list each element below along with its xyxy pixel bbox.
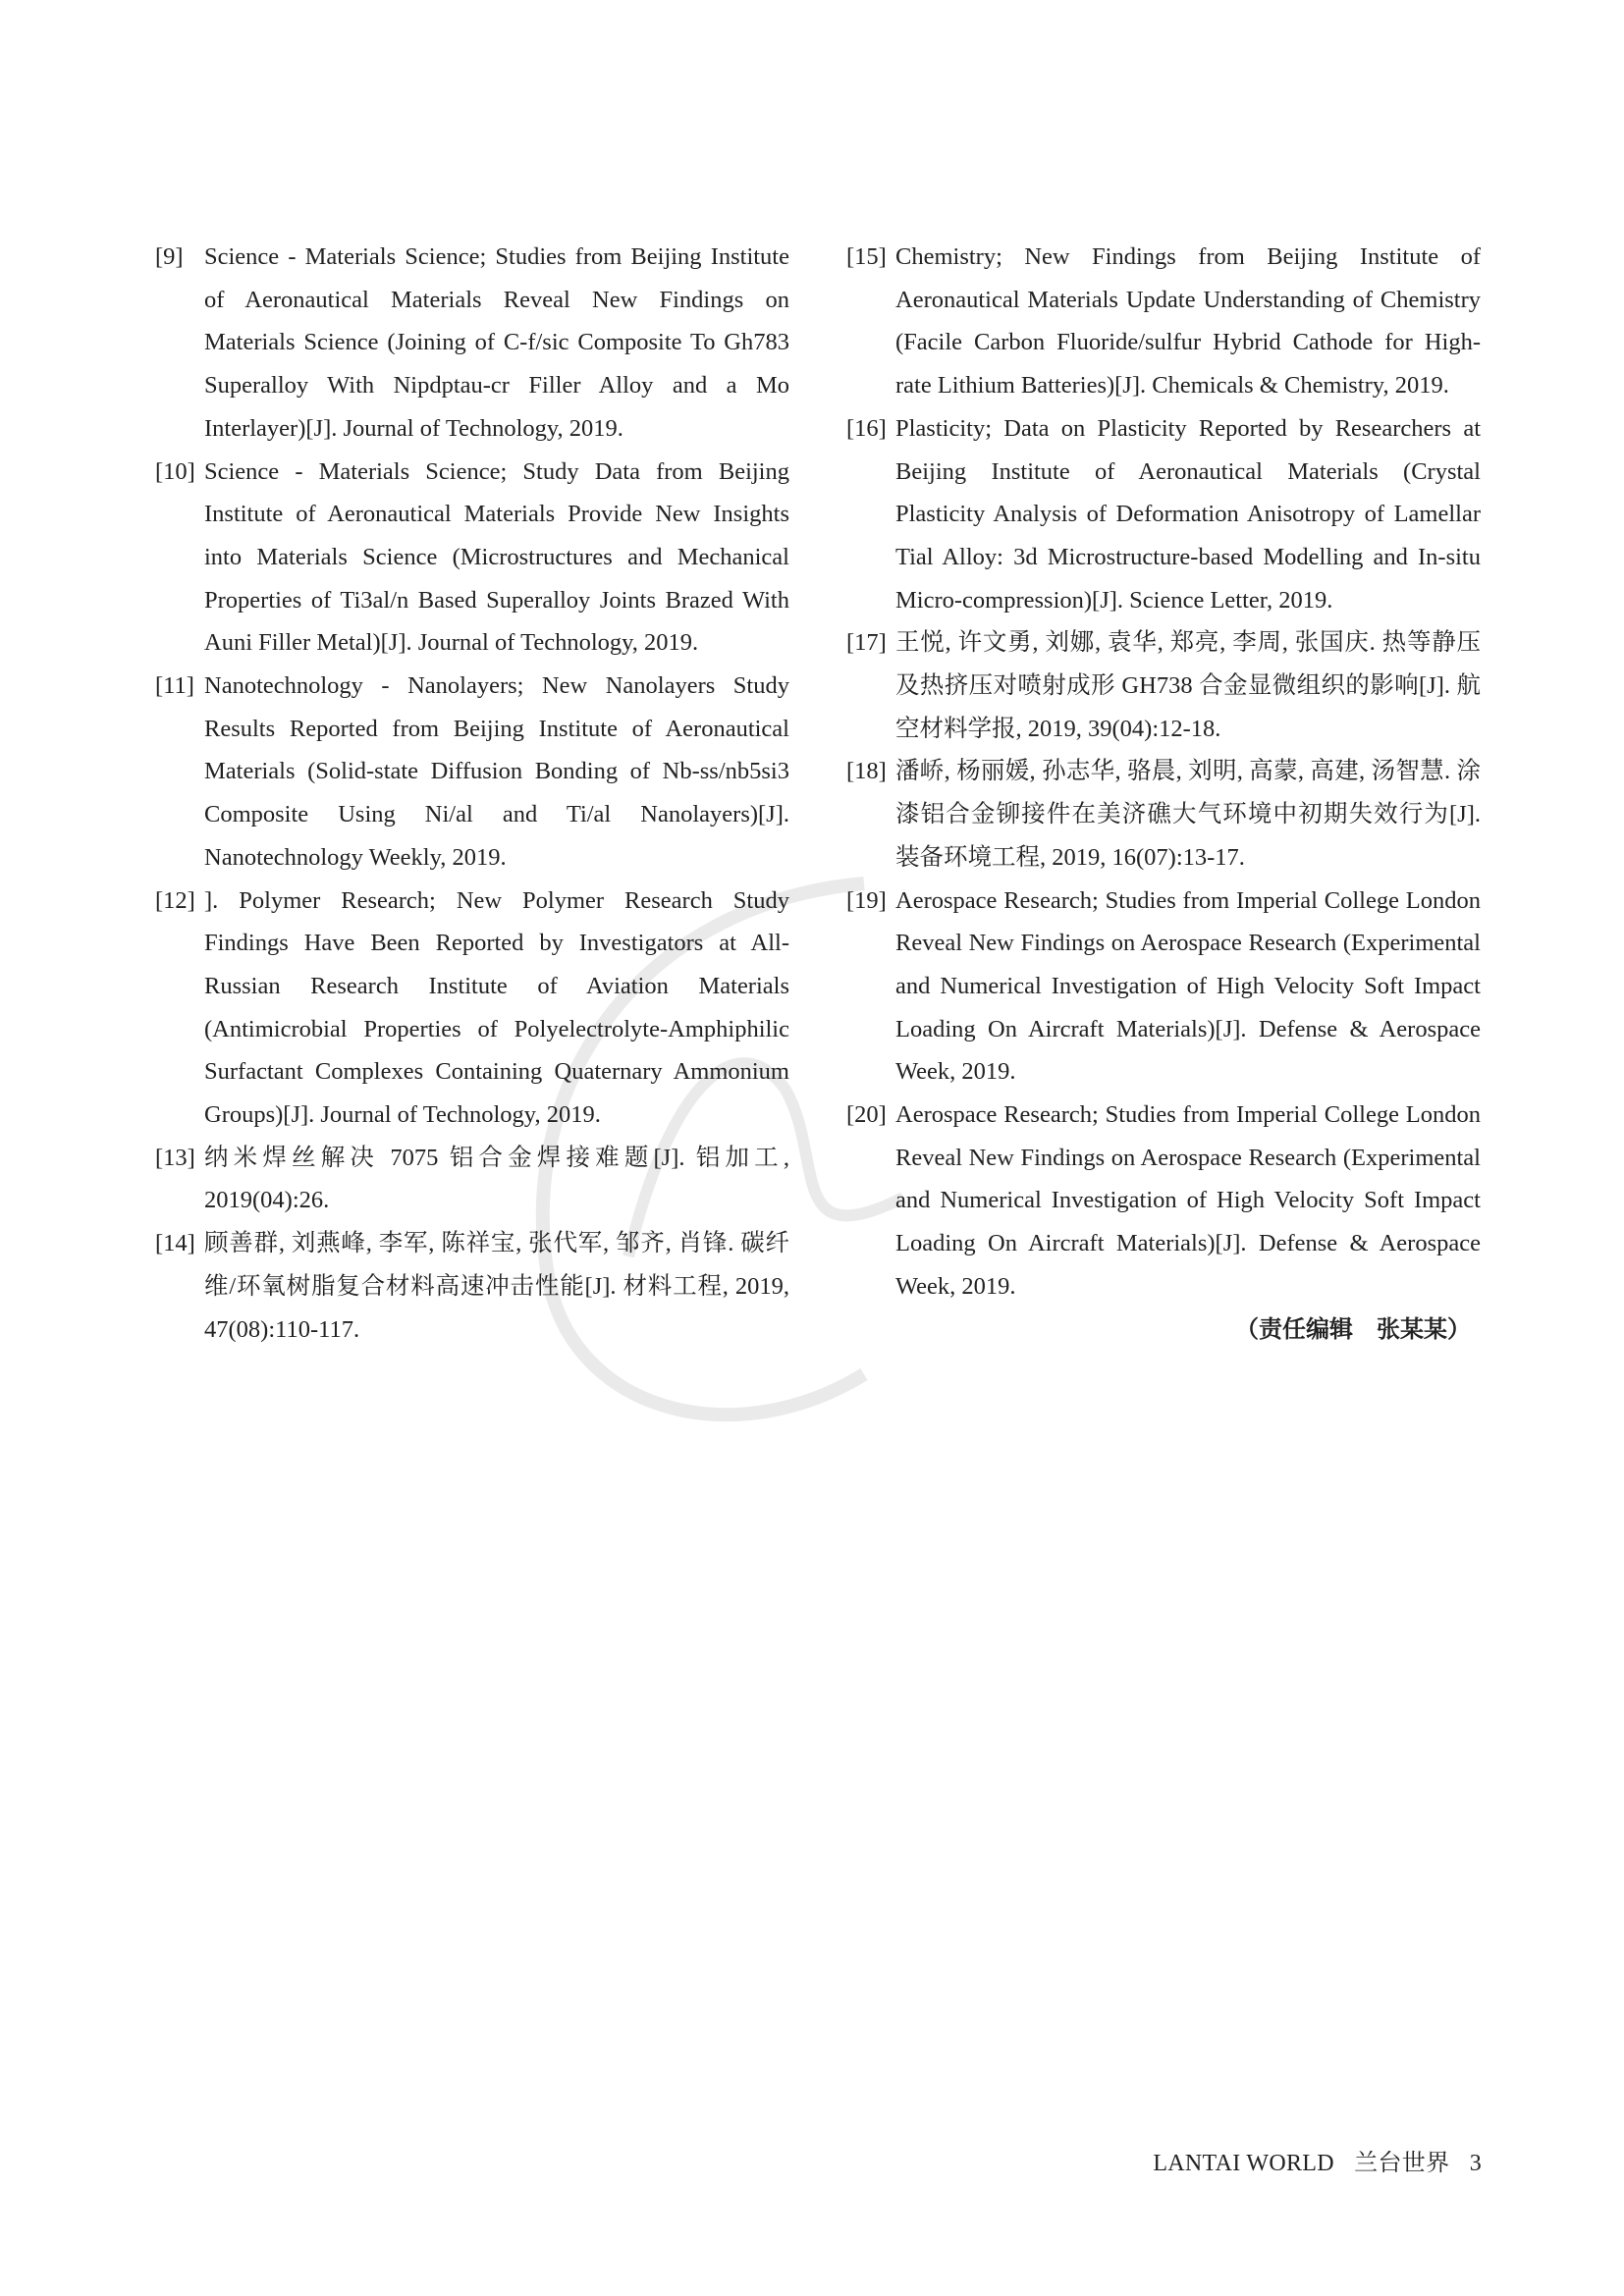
reference-text: 潘峤, 杨丽媛, 孙志华, 骆晨, 刘明, 高蒙, 高建, 汤智慧. 涂漆铝合金铆接件在美济礁大气环境中初期失效行为[J]. 装备环境工程, 2019, 16(07):13-17.	[895, 758, 1481, 871]
reference-text: 王悦, 许文勇, 刘娜, 袁华, 郑亮, 李周, 张国庆. 热等静压及热挤压对喷射成形 GH738 合金显微组织的影响[J]. 航空材料学报, 2019, 39(04):12-18.	[895, 629, 1481, 742]
reference-item	[846, 750, 1481, 879]
reference-text: Aerospace Research; Studies from Imperial College London Reveal New Findings on Aerospace Research (Experimental and Numerical Investigation of High Velocity Soft Impact Loading On Aircraft Materials)[J]. Defense & Aerospace Week, 2019.	[895, 886, 1481, 1086]
reference-item	[155, 451, 789, 666]
reference-number: [16]	[846, 414, 887, 442]
reference-item	[155, 880, 789, 1137]
responsible-editor-note: （责任编辑 张某某）	[1235, 1314, 1471, 1343]
reference-text: Nanotechnology - Nanolayers; New Nanolayers Study Results Reported from Beijing Institute of Aeronautical Materials (Solid-state Diffusion Bonding of Nb-ss/nb5si3 Composite Using Ni/al and Ti/al Nanolayers)[J]. Nanotechnology Weekly, 2019.	[204, 672, 789, 871]
reference-number: [9]	[155, 243, 184, 270]
reference-text: Aerospace Research; Studies from Imperial College London Reveal New Findings on Aerospace Research (Experimental and Numerical Investigation of High Velocity Soft Impact Loading On Aircraft Materials)[J]. Defense & Aerospace Week, 2019.	[895, 1101, 1481, 1300]
reference-text: 纳米焊丝解决 7075 铝合金焊接难题[J]. 铝加工, 2019(04):26.	[204, 1144, 789, 1214]
reference-number: [12]	[155, 886, 195, 914]
reference-number: [11]	[155, 672, 194, 700]
reference-text: Plasticity; Data on Plasticity Reported by Researchers at Beijing Institute of Aeronautical Materials (Crystal Plasticity Analysis of Deformation Anisotropy of Lamellar Tial Alloy: 3d Microstructure-based Modelling and In-situ Micro-compression)[J]. Science Letter, 2019.	[895, 414, 1481, 614]
references-left-column	[155, 236, 789, 1351]
reference-text: Science - Materials Science; Study Data from Beijing Institute of Aeronautical Materials Provide New Insights into Materials Science (Microstructures and Mechanical Properties of Ti3al/n Based Superalloy Joints Brazed With Auni Filler Metal)[J]. Journal of Technology, 2019.	[204, 457, 789, 657]
reference-item	[155, 1137, 789, 1222]
journal-name-cn: 兰台世界	[1354, 2151, 1450, 2176]
reference-number: [10]	[155, 457, 195, 485]
references-right-column	[846, 236, 1481, 1351]
reference-item	[846, 1094, 1481, 1308]
reference-item	[155, 236, 789, 451]
reference-number: [19]	[846, 886, 887, 914]
page-number: 3	[1469, 2151, 1482, 2176]
reference-number: [14]	[155, 1230, 195, 1257]
reference-number: [20]	[846, 1101, 887, 1129]
page-footer	[1139, 2143, 1482, 2177]
reference-text: 顾善群, 刘燕峰, 李军, 陈祥宝, 张代军, 邹齐, 肖锋. 碳纤维/环氧树脂复合材料高速冲击性能[J]. 材料工程, 2019, 47(08):110-117.	[204, 1230, 789, 1343]
reference-item	[155, 1222, 789, 1351]
reference-item	[846, 621, 1481, 750]
reference-number: [13]	[155, 1144, 195, 1171]
reference-text: Science - Materials Science; Studies from Beijing Institute of Aeronautical Materials Reveal New Findings on Materials Science (Joining of C-f/sic Composite To Gh783 Superalloy With Nipdptau-cr Filler Alloy and a Mo Interlayer)[J]. Journal of Technology, 2019.	[204, 243, 789, 442]
reference-text: ]. Polymer Research; New Polymer Research Study Findings Have Been Reported by Investigators at All-Russian Research Institute of Aviation Materials (Antimicrobial Properties of Polyelectrolyte-Amphiphilic Surfactant Complexes Containing Quaternary Ammonium Groups)[J]. Journal of Technology, 2019.	[204, 886, 789, 1129]
reference-number: [15]	[846, 243, 887, 270]
reference-item	[846, 880, 1481, 1095]
reference-number: [18]	[846, 758, 887, 785]
journal-name-en: LANTAI WORLD	[1153, 2151, 1334, 2176]
reference-item	[846, 236, 1481, 407]
reference-item	[846, 407, 1481, 622]
reference-item	[155, 665, 789, 880]
reference-number: [17]	[846, 629, 887, 657]
reference-text: Chemistry; New Findings from Beijing Institute of Aeronautical Materials Update Understanding of Chemistry (Facile Carbon Fluoride/sulfur Hybrid Cathode for High-rate Lithium Batteries)[J]. Chemicals & Chemistry, 2019.	[895, 243, 1481, 400]
